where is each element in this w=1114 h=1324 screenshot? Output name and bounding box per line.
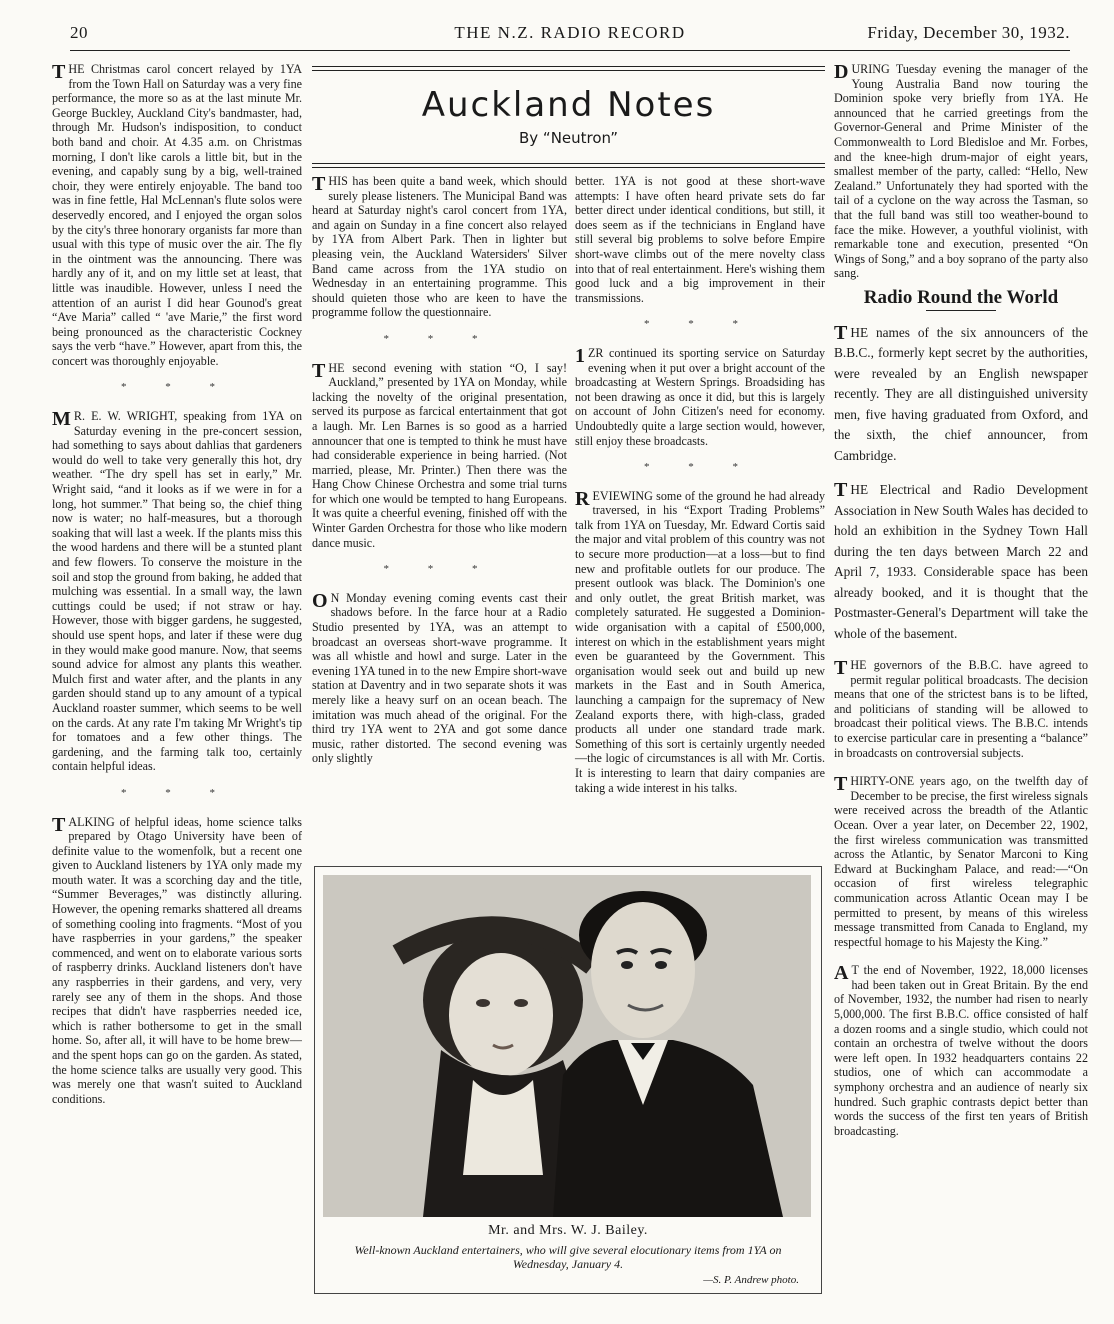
paragraph-text: HE governors of the B.B.C. have agreed to permit regular political broadcasts. The decision means that one of the strictest bans is to be lifted, and politicians of standing will be allowed to broadcast their political views. The B.B.C. intends to exercise particular care in presenting a “balance” in broadcasts on controversial subjects. — [834, 658, 1088, 760]
column-4 — [834, 62, 1088, 1297]
publication-title: THE N.Z. RADIO RECORD — [454, 23, 686, 42]
article-paragraph — [834, 658, 1088, 760]
section-divider: * * * — [121, 381, 233, 394]
paragraph-text: N Monday evening coming events cast their shadows before. In the farce hour at a Radio Studio presented by 1YA, was an attempt to broadcast an overseas short-wave programme. It was all whistle and howl and surge. Later in the evening 1YA tuned in to the new Empire short-wave station at Daventry and in two separate shots it was merely like a heavy surf on an ocean beach. The imitation was much ahead of the original. For the third try 1YA went to 2YA and got some dance music, rather distorted. The second evening was only slightly — [312, 590, 567, 766]
paragraph-text: HE second evening with station “O, I say! Auckland,” presented by 1YA on Monday, while lacking the novelty of the original presentation, served its purpose as farcical entertainment that got a laugh. Mr. Len Barnes is so good as a harried announcer that one is tempted to think he must have had considerable experience in being harried. (Not married, please, Mr. Printer.) Then there was the Hang Chow Chinese Orchestra and some trial turns for which one would be tempted to hang Europeans. It was quite a cheerful evening, finished off with the Winter Garden Orchestra for those who like modern dance music. — [312, 360, 567, 550]
paragraph-text: URING Tuesday evening the manager of the Young Australia Band now touring the Dominion spoke very briefly from 1YA. He announced that he carried greetings from the Governor-General and Prime Minister of the Commonwealth to Lord Bledisloe and Mr. Forbes, and the knee-high drum-major of eight years, smallest member of the party, called: “Hello, New Zealand.” Unfortunately they had sported with the tail of a cyclone on the way across the Tasman, so that the full band was still too weather-bound to face the mike. However, a youthful violinist, with remarkable tone and execution, presented “On Wings of Song,” and a boy soprano of the party also sang. — [834, 62, 1088, 281]
article-paragraph — [834, 774, 1088, 949]
portrait-illustration — [323, 875, 811, 1217]
photo-credit: —S. P. Andrew photo. — [703, 1274, 799, 1286]
paragraph-text: R. E. W. WRIGHT, speaking from 1YA on Saturday evening in the pre-concert session, had something to says about dahlias that gardeners would do well to take very generally this hot, dry weather. “The dry spell has set in early,” Mr. Wright said, “and it looks as if we were in for a long, hot summer.” That being so, the chief thing now is water; no half-measures, but a thorough soaking that will last a week. If the plants miss this the wood hardens and there will be a stunted plant and few flowers. To conserve the moisture in the soil and stop the ground from baking, he added that mulching was essential. In a small way, the lawn cuttings could be used; if not straw or hay. However, those with bigger gardens, he suggested, should use spent hops, and later if these were dug in they would make good manure. Now, that seems sound advice for almost any plants this weather. Mulch first and water after, and the plants in any garden should stand up to any amount of a typical Auckland roaster summer, which seems to be well on the cards. At any rate I'm taking Mr Wright's tip for tomatoes and a few other things. The gardening, and the farming talk too, certainly contain helpful ideas. — [52, 409, 302, 774]
drop-cap: O — [312, 589, 328, 612]
article-banner — [312, 66, 825, 168]
article-title: Auckland Notes — [421, 85, 716, 125]
drop-cap: T — [834, 321, 848, 344]
article-paragraph — [834, 480, 1088, 644]
drop-cap: T — [312, 173, 326, 195]
column-2 — [312, 174, 567, 766]
page-header — [70, 20, 1070, 51]
drop-cap: T — [834, 773, 848, 796]
article-paragraph — [52, 62, 302, 368]
photo-box — [314, 866, 822, 1294]
drop-cap: T — [834, 479, 848, 501]
paragraph-text: ALKING of helpful ideas, home science talks prepared by Otago University have been of definite value to the womenfolk, but a recent one given to Auckland listeners by 1YA only made my mouth water. It was a scorching day and the title, “Summer Beverages,” was distinctly alluring. However, the opening remarks shattered all dreams of something cooling into fragments. “Most of you have raspberries in your gardens,” the speaker commenced, and went on to elaborate various sorts of raspberry drinks. Auckland listeners don't have any raspberries in their gardens, and very, very rarely see any of them in the shops. And those recipes that didn't have raspberries needed ice, which is rather bothersome to get in the small home. So, after all, it will have to be home brew—and the spent hops can go on the garden. As stated, the home science talks are usually very good. This was merely one that wasn't suited to Auckland conditions. — [52, 814, 302, 1106]
article-paragraph: better. 1YA is not good at these short-wave attempts: I have often heard private sets do far better direct under identical conditions, but still, it does seem as if the technicians in England have still several big problems to solve before Empire short-wave climbs out of the mere novelty class into that of real entertainment. Here's wishing them good luck and a big improvement in their transmissions. — [575, 174, 825, 305]
column-1 — [52, 62, 302, 1317]
paragraph-text: HIRTY-ONE years ago, on the twelfth day of December to be precise, the first wireless signals were received across the breadth of the Atlantic Ocean. Over a year later, on December 22, 1902, the first wireless communication was transmitted across the Atlantic, by Senator Marconi to King Edward at Buckingham Palace, and read:—“On occasion of first wireless telegraphic communication across Atlantic Ocean may I be permitted to present, by means of this wireless message transmitted from Canada to England, my respectful homage to his Majesty the King.” — [834, 774, 1088, 949]
drop-cap: T — [52, 62, 66, 83]
article-paragraph — [834, 963, 1088, 1138]
article-paragraph — [575, 489, 825, 795]
article-paragraph — [312, 361, 567, 551]
article-paragraph — [52, 815, 302, 1107]
page-number: 20 — [70, 23, 88, 42]
article-byline: By “Neutron” — [518, 129, 619, 147]
drop-cap: T — [834, 657, 848, 679]
drop-cap: T — [52, 813, 66, 836]
section-divider: * * * — [644, 461, 756, 474]
article-paragraph — [834, 323, 1088, 467]
article-paragraph — [312, 591, 567, 766]
section-divider: * * * — [383, 563, 496, 576]
photo-subcaption: Well-known Auckland entertainers, who will give several elocutionary items from 1YA on Wednesday, January 4. — [354, 1243, 782, 1271]
article-paragraph — [575, 346, 825, 448]
paragraph-text: EVIEWING some of the ground he had already traversed, in his “Export Trading Problems” talk from 1YA on Tuesday, Mr. Edward Cortis said the major and vital problem of this country was not to secure more production—at a loss—but to find new and profitable outlets for our produce. The present outlook was black. The Dominion's one and only outlet, the great British market, was completely saturated. He suggested a Dominion-wide organisation with a capital of £500,000, interest on which in the establishment years might even be guaranteed by the Government. This organisation would seek out and build up new markets in the East and in South America, launching a campaign for the supremacy of New Zealand exports there, with high-class, graded products all under one standard trade mark. Something of this sort is certainly urgently needed—the logic of circumstances is all with Mr. Cortis. It is interesting to learn that dairy companies are taking a wide interest in his talks. — [575, 488, 825, 795]
drop-cap: T — [312, 359, 326, 382]
drop-cap: 1 — [575, 344, 585, 367]
paragraph-text: HIS has been quite a band week, which should surely please listeners. The Municipal Band was heard at Saturday night's carol concert from 1YA, and again on Sunday in a fine concert also relayed by 1YA from Albert Park. Then in lighter but pleasing vein, the Auckland Watersiders' Silver Band came across from the 1YA studio on Wednesday in an entertaining programme. This should quieten those who are keen to have the programme follow the questionnaire. — [312, 174, 567, 320]
section-divider: * * * — [644, 318, 756, 331]
paragraph-text: HE names of the six announcers of the B.B.C., formerly kept secret by the authorities, were revealed by an English newspaper recently. They are all distinguished university men, five having graduated from Oxford, and the sixth, the chief announcer, from Cambridge. — [834, 324, 1088, 463]
column-3 — [575, 174, 825, 795]
paragraph-text: T the end of November, 1922, 18,000 licenses had been taken out in Great Britain. By the end of November, 1932, the number had risen to nearly 5,000,000. The first B.B.C. office consisted of half a dozen rooms and a single studio, which could not contain an orchestra of twelve without the doors were left open. In 1932 headquarters contains 22 studios, one of which can accommodate a symphony orchestra and an audience of nearly six hundred. Such graphic contrasts depict better than words the success of the first ten years of British broadcasting. — [834, 963, 1088, 1138]
paragraph-text: HE Electrical and Radio Development Association in New South Wales has decided to hold an exhibition in the Sydney Town Hall during the ten days between March 22 and April 7, 1933. Considerable space has been already booked, and it is thought that the Postmaster-General's Department will take the whole of the basement. — [834, 482, 1088, 641]
section-divider: * * * — [383, 332, 496, 345]
section-divider: * * * — [121, 786, 233, 799]
drop-cap: D — [834, 62, 849, 83]
section-heading: Radio Round the World — [863, 286, 1059, 308]
photo-caption: Mr. and Mrs. W. J. Bailey. — [488, 1223, 648, 1238]
issue-date: Friday, December 30, 1932. — [867, 23, 1070, 42]
drop-cap: A — [834, 962, 849, 985]
heading-rule — [926, 310, 996, 311]
paragraph-text: ZR continued its sporting service on Saturday evening when it put over a bright account of the broadcasting at Western Springs. Broadsiding has not been drawing as once it did, but this is largely on account of John Citizen's need for economy. Undoubtedly quite a large section would, however, still enjoy these broadcasts. — [575, 345, 825, 448]
portrait-photo — [323, 875, 811, 1217]
article-paragraph — [52, 409, 302, 774]
article-paragraph — [834, 62, 1088, 281]
drop-cap: M — [52, 408, 71, 431]
drop-cap: R — [575, 487, 590, 510]
article-paragraph — [312, 174, 567, 320]
paragraph-text: HE Christmas carol concert relayed by 1YA from the Town Hall on Saturday was a very fine performance, the more so as at the last minute Mr. George Buckley, Auckland City's bandmaster, had, through Mr. Hudson's indisposition, to conduct both band and choir. At 4.35 a.m. on Christmas morning, I don't like carols a little bit, but in the evening, and capably sung by a big, well-trained choir, they were entirely enjoyable. The band too was in fine fettle, Hal McLennan's flute solos were deservedly encored, and I enjoyed the organ solos by the city's three honorary organists far more than usual with this type of music over the air. The fly in the ointment was the announcing. There was hardly any of it, and on my little set at least, that little was inaudible. However, unless I need the attention of an aurist I did hear Gounod's great “Ave Maria” called “ 'ave Marie,” the first word being pronounced as the characteristic Cockney says the verb “have.” However, apart from this, the concert was thoroughly enjoyable. — [52, 62, 302, 368]
